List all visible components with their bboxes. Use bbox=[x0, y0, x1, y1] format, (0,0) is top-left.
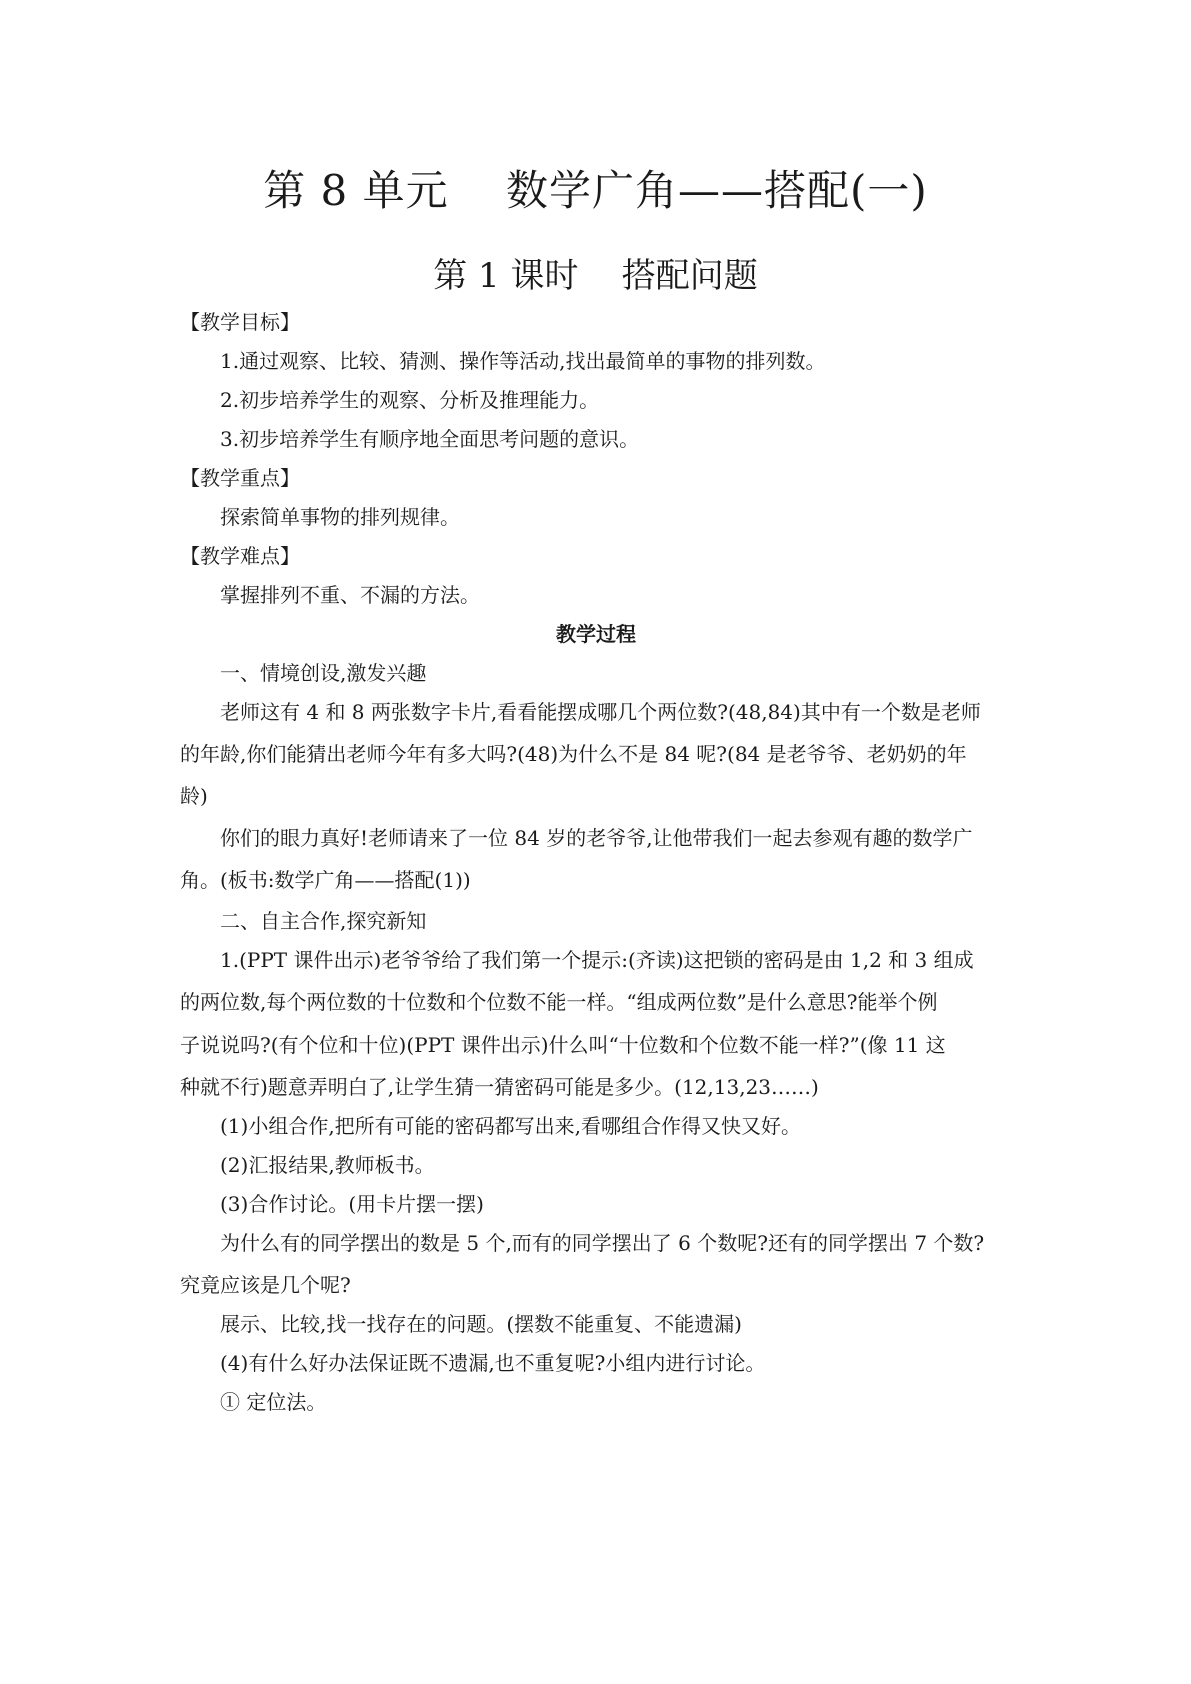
objective-item: 3.初步培养学生有顺序地全面思考问题的意识。 bbox=[220, 427, 640, 451]
paragraph-line: 子说说吗?(有个位和十位)(PPT 课件出示)什么叫“十位数和个位数不能一样?”(像 11 这 bbox=[180, 1033, 946, 1057]
paragraph-line: 1.(PPT 课件出示)老爷爷给了我们第一个提示:(齐读)这把锁的密码是由 1,2 和 3 组成 bbox=[220, 948, 974, 972]
paragraph-line: 的年龄,你们能猜出老师今年有多大吗?(48)为什么不是 84 呢?(84 是老爷爷、老奶奶的年 bbox=[180, 742, 967, 766]
paragraph-line: 的两位数,每个两位数的十位数和个位数不能一样。“组成两位数”是什么意思?能举个例 bbox=[180, 990, 938, 1014]
paragraph-line: 你们的眼力真好!老师请来了一位 84 岁的老爷爷,让他带我们一起去参观有趣的数学广 bbox=[220, 826, 973, 850]
step-item: (3)合作讨论。(用卡片摆一摆) bbox=[220, 1192, 484, 1216]
paragraph-line: 展示、比较,找一找存在的问题。(摆数不能重复、不能遗漏) bbox=[220, 1312, 742, 1336]
difficulty-heading: 【教学难点】 bbox=[180, 544, 300, 568]
objective-item: 2.初步培养学生的观察、分析及推理能力。 bbox=[220, 388, 600, 412]
part-one-heading: 一、情境创设,激发兴趣 bbox=[220, 661, 427, 685]
paragraph-line: 种就不行)题意弄明白了,让学生猜一猜密码可能是多少。(12,13,23……) bbox=[180, 1075, 819, 1099]
unit-title: 第 8 单元 数学广角——搭配(一) bbox=[263, 166, 928, 215]
method-item: ① 定位法。 bbox=[220, 1390, 327, 1414]
objective-item: 1.通过观察、比较、猜测、操作等活动,找出最简单的事物的排列数。 bbox=[220, 349, 826, 373]
paragraph-line: 老师这有 4 和 8 两张数字卡片,看看能摆成哪几个两位数?(48,84)其中有一个数是老师 bbox=[220, 700, 981, 724]
paragraph-line: 龄) bbox=[180, 784, 208, 808]
part-two-heading: 二、自主合作,探究新知 bbox=[220, 909, 427, 933]
key-points-text: 探索简单事物的排列规律。 bbox=[220, 505, 460, 529]
paragraph-line: 角。(板书:数学广角——搭配(1)) bbox=[180, 868, 471, 892]
objectives-heading: 【教学目标】 bbox=[180, 310, 300, 334]
paragraph-line: 究竟应该是几个呢? bbox=[180, 1273, 351, 1297]
key-points-heading: 【教学重点】 bbox=[180, 466, 300, 490]
step-item: (1)小组合作,把所有可能的密码都写出来,看哪组合作得又快又好。 bbox=[220, 1114, 802, 1138]
step-item: (2)汇报结果,教师板书。 bbox=[220, 1153, 435, 1177]
lesson-title: 第 1 课时 搭配问题 bbox=[433, 256, 758, 296]
process-heading: 教学过程 bbox=[556, 622, 636, 646]
paragraph-line: 为什么有的同学摆出的数是 5 个,而有的同学摆出了 6 个数呢?还有的同学摆出 7 个数? bbox=[220, 1231, 985, 1255]
difficulty-text: 掌握排列不重、不漏的方法。 bbox=[220, 583, 480, 607]
step-item: (4)有什么好办法保证既不遗漏,也不重复呢?小组内进行讨论。 bbox=[220, 1351, 766, 1375]
